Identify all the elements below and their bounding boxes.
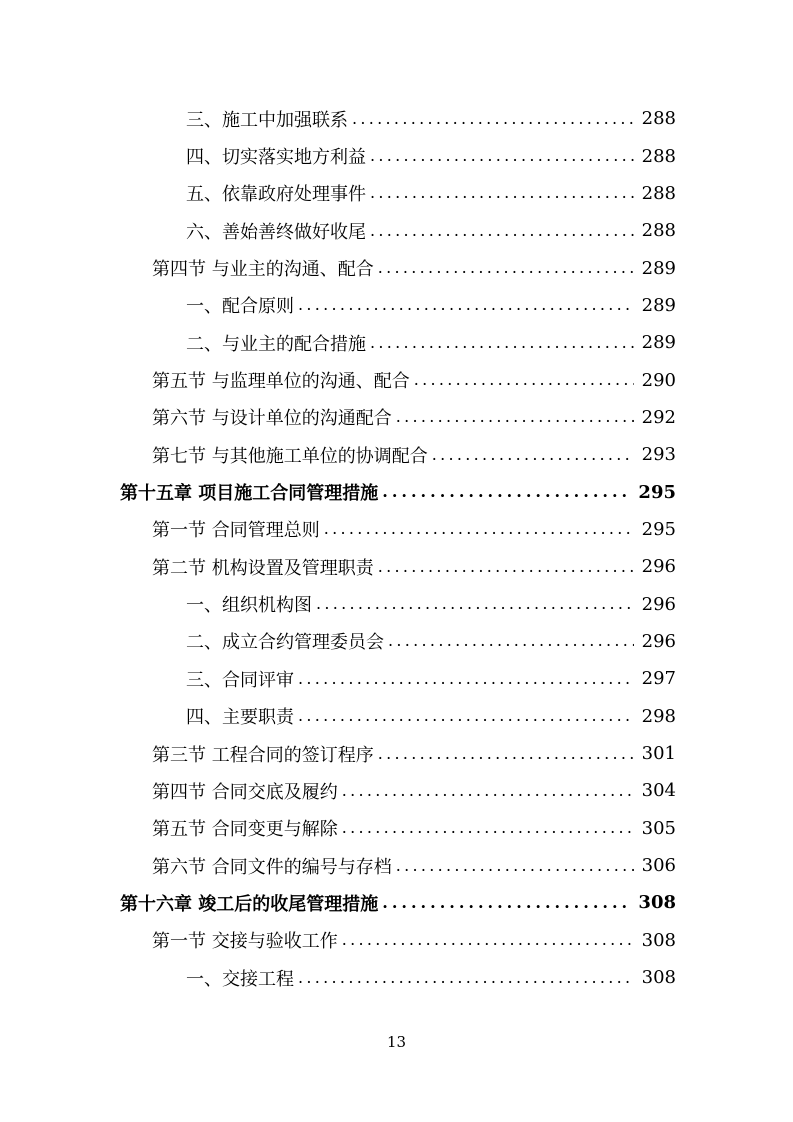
- toc-entry[interactable]: [120, 623, 676, 660]
- toc-dot-leader: [382, 895, 630, 911]
- toc-dot-leader: [382, 484, 630, 500]
- toc-entry-page: 301: [641, 743, 676, 765]
- table-of-contents: [120, 100, 676, 996]
- toc-entry[interactable]: [120, 137, 676, 174]
- toc-entry-title: 第三节 工程合同的签订程序: [152, 744, 374, 766]
- toc-entry[interactable]: [120, 660, 676, 697]
- toc-dot-leader: [352, 111, 634, 127]
- toc-entry-title: 第五节 与监理单位的沟通、配合: [152, 371, 410, 393]
- toc-entry-title: 第十六章 竣工后的收尾管理措施: [120, 893, 379, 915]
- toc-dot-leader: [298, 970, 634, 986]
- toc-entry-page: 304: [641, 780, 676, 802]
- toc-entry[interactable]: [120, 810, 676, 847]
- toc-entry[interactable]: [120, 249, 676, 286]
- toc-entry-page: 296: [641, 593, 676, 615]
- toc-entry-title: 第二节 机构设置及管理职责: [152, 557, 374, 579]
- toc-entry-page: 308: [641, 967, 676, 989]
- toc-dot-leader: [298, 297, 634, 313]
- toc-dot-leader: [342, 783, 634, 799]
- toc-entry-title: 六、善始善终做好收尾: [186, 221, 366, 243]
- toc-entry[interactable]: [120, 287, 676, 324]
- toc-entry-title: 四、主要职责: [186, 707, 294, 729]
- toc-entry-title: 四、切实落实地方利益: [186, 147, 366, 169]
- toc-dot-leader: [342, 932, 634, 948]
- toc-entry-title: 第四节 与业主的沟通、配合: [152, 259, 374, 281]
- toc-entry-title: 二、成立合约管理委员会: [186, 632, 384, 654]
- toc-dot-leader: [342, 820, 634, 836]
- toc-entry[interactable]: [120, 772, 676, 809]
- toc-entry-page: 288: [641, 108, 676, 130]
- toc-entry[interactable]: [120, 399, 676, 436]
- toc-entry-page: 288: [641, 182, 676, 204]
- toc-dot-leader: [396, 858, 634, 874]
- toc-entry-title: 三、合同评审: [186, 669, 294, 691]
- toc-dot-leader: [370, 335, 634, 351]
- toc-entry-page: 305: [641, 817, 676, 839]
- toc-dot-leader: [370, 185, 634, 201]
- toc-entry-page: 296: [641, 630, 676, 652]
- toc-entry-title: 一、交接工程: [186, 968, 294, 990]
- toc-entry-page: 297: [641, 668, 676, 690]
- toc-entry-title: 第六节 合同文件的编号与存档: [152, 856, 392, 878]
- toc-entry-title: 第五节 合同变更与解除: [152, 819, 338, 841]
- toc-entry[interactable]: [120, 212, 676, 249]
- toc-entry-title: 二、与业主的配合措施: [186, 333, 366, 355]
- toc-entry[interactable]: [120, 884, 676, 921]
- toc-entry-page: 308: [641, 929, 676, 951]
- toc-entry-page: 295: [638, 481, 676, 503]
- toc-entry[interactable]: [120, 361, 676, 398]
- toc-dot-leader: [432, 447, 634, 463]
- toc-entry-title: 三、施工中加强联系: [186, 109, 348, 131]
- toc-entry-page: 288: [641, 145, 676, 167]
- toc-dot-leader: [378, 746, 634, 762]
- toc-dot-leader: [414, 372, 634, 388]
- toc-dot-leader: [378, 260, 634, 276]
- toc-entry-page: 290: [641, 369, 676, 391]
- toc-entry[interactable]: [120, 511, 676, 548]
- toc-entry[interactable]: [120, 847, 676, 884]
- toc-dot-leader: [298, 708, 634, 724]
- toc-entry[interactable]: [120, 175, 676, 212]
- toc-dot-leader: [388, 633, 634, 649]
- toc-entry-page: 289: [641, 257, 676, 279]
- toc-entry-title: 一、组织机构图: [186, 595, 312, 617]
- toc-entry[interactable]: [120, 959, 676, 996]
- toc-entry-title: 第一节 交接与验收工作: [152, 931, 338, 953]
- toc-dot-leader: [378, 559, 634, 575]
- toc-entry[interactable]: [120, 548, 676, 585]
- toc-entry[interactable]: [120, 436, 676, 473]
- toc-dot-leader: [396, 409, 634, 425]
- toc-entry-page: 288: [641, 220, 676, 242]
- toc-entry[interactable]: [120, 324, 676, 361]
- toc-entry[interactable]: [120, 922, 676, 959]
- toc-entry-title: 第一节 合同管理总则: [152, 520, 320, 542]
- toc-entry[interactable]: [120, 585, 676, 622]
- toc-entry-page: 306: [641, 855, 676, 877]
- toc-entry-page: 292: [641, 406, 676, 428]
- toc-entry[interactable]: [120, 473, 676, 510]
- toc-entry[interactable]: [120, 698, 676, 735]
- toc-entry-page: 296: [641, 556, 676, 578]
- toc-dot-leader: [298, 671, 634, 687]
- toc-entry[interactable]: [120, 735, 676, 772]
- toc-entry-title: 第七节 与其他施工单位的协调配合: [152, 445, 428, 467]
- page-number: 13: [386, 1033, 407, 1051]
- toc-entry-title: 第四节 合同交底及履约: [152, 781, 338, 803]
- toc-entry-page: 289: [641, 332, 676, 354]
- toc-entry[interactable]: [120, 100, 676, 137]
- toc-entry-title: 一、配合原则: [186, 296, 294, 318]
- toc-dot-leader: [370, 223, 634, 239]
- toc-dot-leader: [316, 596, 634, 612]
- toc-entry-page: 295: [641, 518, 676, 540]
- toc-entry-page: 308: [638, 892, 676, 914]
- toc-entry-page: 293: [641, 444, 676, 466]
- toc-entry-title: 第六节 与设计单位的沟通配合: [152, 408, 392, 430]
- toc-entry-title: 第十五章 项目施工合同管理措施: [120, 483, 379, 505]
- toc-dot-leader: [324, 521, 634, 537]
- toc-entry-page: 289: [641, 294, 676, 316]
- toc-dot-leader: [370, 148, 634, 164]
- toc-entry-page: 298: [641, 705, 676, 727]
- toc-entry-title: 五、依靠政府处理事件: [186, 184, 366, 206]
